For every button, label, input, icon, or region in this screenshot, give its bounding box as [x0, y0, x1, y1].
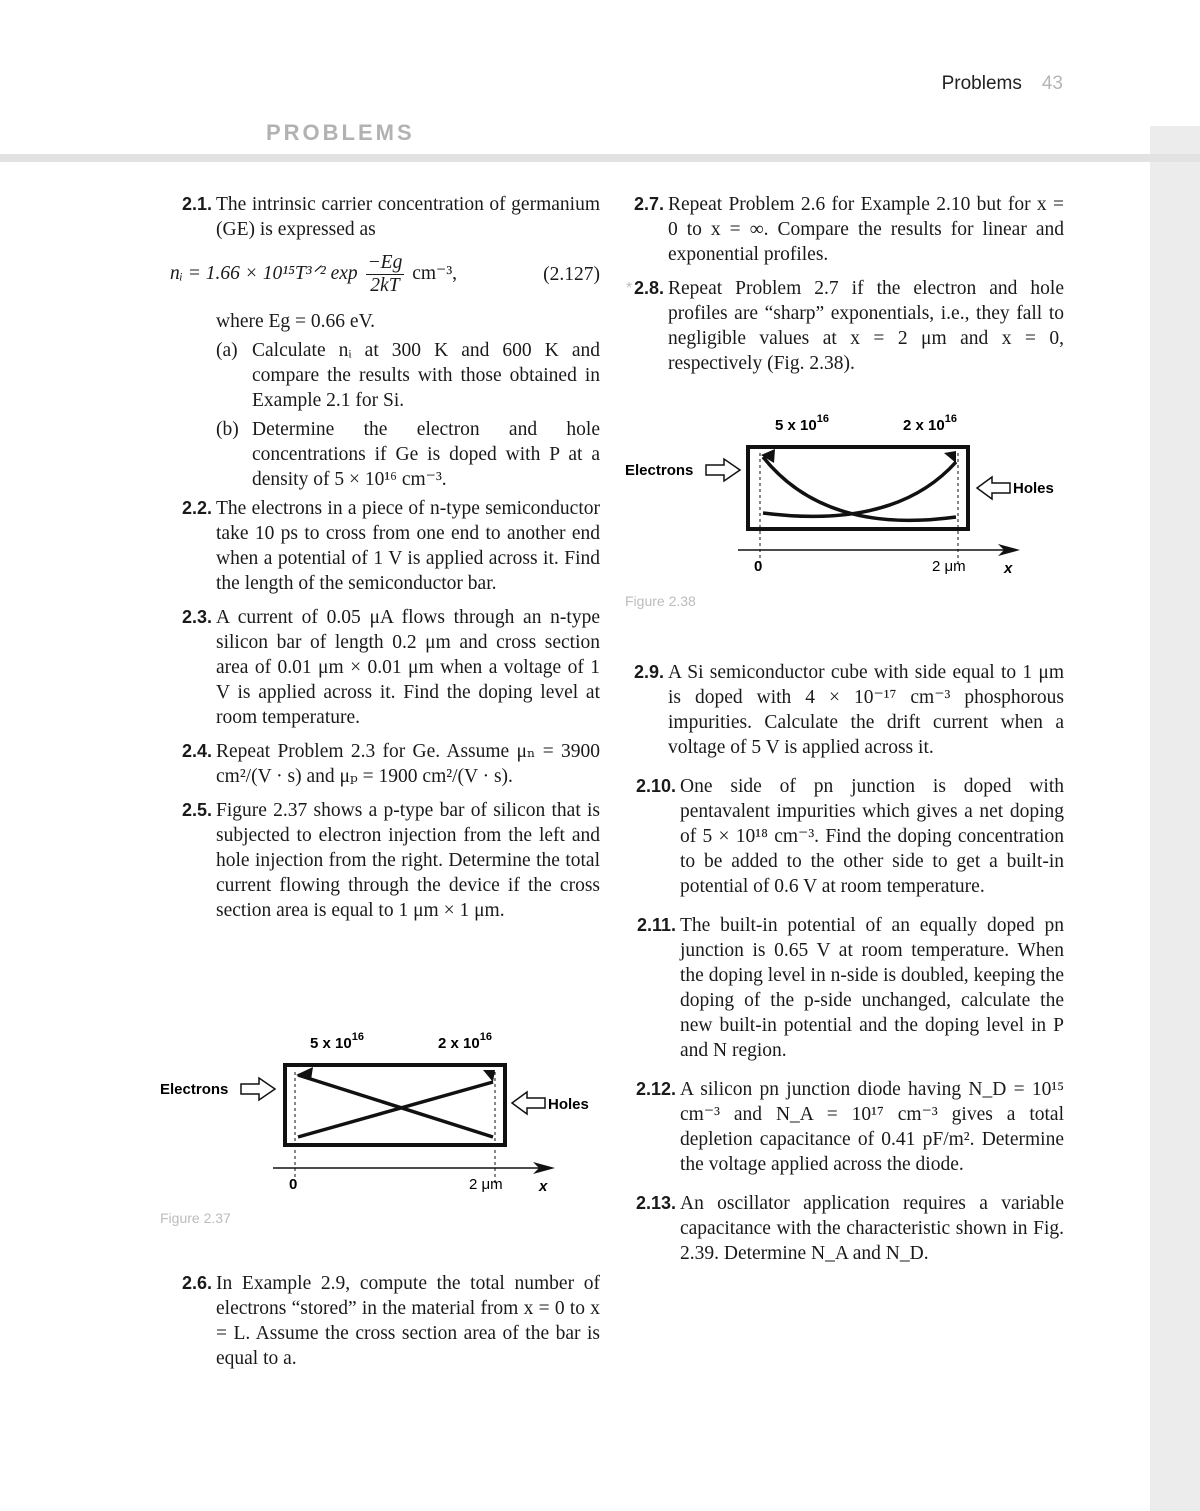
figure-caption: Figure 2.37 [160, 1210, 231, 1226]
problem-2-11 [622, 913, 1064, 1063]
problem-number: 2.10. [635, 776, 676, 796]
page-edge-strip [1150, 126, 1200, 1511]
left-concentration-label: 5 x $10^{16}$ [775, 413, 829, 434]
running-head [942, 73, 1063, 95]
subpart-a [216, 338, 600, 413]
x-axis-label: x [1004, 560, 1013, 577]
arrow-head-icon [483, 1070, 495, 1082]
problem-text: Repeat Problem 2.6 for Example 2.10 but for x = 0 to x = ∞. Compare the results for linear and exponential profiles. [668, 194, 1064, 265]
hole-injection-arrow-icon [512, 1092, 545, 1114]
page-number: 43 [1041, 73, 1063, 94]
problem-number: 2.4. [181, 741, 212, 761]
electrons-label: Electrons [160, 1081, 229, 1098]
left-column-bottom [170, 1271, 600, 1380]
problem-2-9 [622, 660, 1064, 760]
equation-body [170, 252, 457, 297]
equation-fraction [366, 252, 405, 297]
starred-marker: * [626, 280, 633, 297]
holes-label: Holes [1013, 480, 1054, 497]
subpart-text: Determine the electron and hole concentrations if Ge is doped with P at a density of 5 × 10¹⁶ cm⁻³. [252, 419, 600, 490]
holes-label: Holes [548, 1096, 589, 1113]
right-column-bottom [622, 660, 1064, 1275]
problem-2-13 [622, 1191, 1064, 1266]
problem-number: 2.2. [181, 498, 212, 518]
right-concentration-label: 2 x $10^{16}$ [903, 413, 957, 434]
problem-text: One side of pn junction is doped with pentavalent impurities which gives a net doping of 5 × 10¹⁸ cm⁻³. Find the doping concentration to be added to the other side to get a built-in potential of 0.6 V at room temperature. [680, 776, 1064, 897]
figure-2-37-diagram [155, 1020, 605, 1210]
problem-2-4 [170, 739, 600, 789]
subpart-label: (b) [216, 419, 239, 440]
equation-2-127 [170, 252, 600, 297]
fraction-denominator: 2kT [370, 275, 400, 296]
arrow-head-icon [944, 451, 956, 463]
x-axis-label: x [539, 1178, 548, 1195]
hole-injection-arrow-icon [977, 477, 1010, 499]
problem-text: In Example 2.9, compute the total number of electrons “stored” in the material from x = 0 to x = L. Assume the cross section area of the bar is equal to a. [216, 1273, 600, 1369]
where-clause: where Eg = 0.66 eV. [216, 311, 376, 332]
running-title: Problems [941, 73, 1022, 94]
problem-text: The intrinsic carrier concentration of germanium (GE) is expressed as [216, 194, 600, 240]
fraction-numerator: −Eg [367, 252, 403, 273]
problem-number: 2.11. [636, 915, 676, 935]
x-tick-2um: 2 μm [932, 558, 966, 575]
problem-2-10 [622, 774, 1064, 899]
problem-2-1-cont [170, 309, 600, 492]
problem-text: An oscillator application requires a variable capacitance with the characteristic shown in Fig. 2.39. Determine N_A and N_D. [680, 1193, 1064, 1264]
problem-text: A silicon pn junction diode having N_D = 10¹⁵ cm⁻³ and N_A = 10¹⁷ cm⁻³ gives a total depletion capacitance of 0.41 pF/m². Determine the voltage applied across the diode. [680, 1079, 1064, 1175]
problem-text: Repeat Problem 2.7 if the electron and hole profiles are “sharp” exponentials, i.e., they fall to negligible values at x = 2 μm and x = 0, respectively (Fig. 2.38). [668, 278, 1064, 374]
problem-text: Repeat Problem 2.3 for Ge. Assume μₙ = 3900 cm²/(V · s) and μₚ = 1900 cm²/(V · s). [216, 741, 600, 787]
electron-injection-arrow-icon [241, 1078, 275, 1100]
subpart-b [216, 417, 600, 492]
problem-number: 2.5. [181, 800, 212, 820]
figure-2-38-diagram [620, 405, 1070, 585]
x-tick-0: 0 [754, 558, 763, 575]
problem-text: A Si semiconductor cube with side equal to 1 μm is doped with 4 × 10⁻¹⁷ cm⁻³ phosphorous impurities. Calculate the drift current when a voltage of 5 V is applied across it. [668, 662, 1064, 758]
section-title: PROBLEMS [266, 120, 415, 145]
equation-lhs: nᵢ = 1.66 × 10¹⁵T³ᐟ² exp [170, 262, 358, 284]
electron-injection-arrow-icon [706, 459, 740, 481]
right-concentration-label: 2 x $10^{16}$ [438, 1031, 492, 1052]
header-rule [0, 154, 1200, 162]
figure-caption: Figure 2.38 [625, 593, 696, 609]
problem-number: 2.7. [633, 194, 664, 214]
problem-2-7 [622, 192, 1064, 267]
problem-number: 2.13. [635, 1193, 676, 1213]
problem-2-2 [170, 496, 600, 596]
left-concentration-label: 5 x $10^{16}$ [310, 1031, 364, 1052]
problem-number: 2.9. [633, 662, 664, 682]
problem-number: 2.6. [181, 1273, 212, 1293]
left-column [170, 192, 600, 932]
problem-2-5 [170, 798, 600, 923]
problem-text: A current of 0.05 μA flows through an n-type silicon bar of length 0.2 μm and cross section area of 0.01 μm × 0.01 μm when a voltage of 1 V is applied across it. Find the doping level at room temperature. [216, 607, 600, 728]
right-column [622, 192, 1064, 385]
equation-unit: cm⁻³, [412, 262, 458, 284]
problem-2-3 [170, 605, 600, 730]
problem-number: 2.1. [181, 194, 212, 214]
figure-2-37 [155, 1020, 605, 1235]
problem-2-12 [622, 1077, 1064, 1177]
problem-number: 2.3. [181, 607, 212, 627]
equation-tag: (2.127) [543, 264, 600, 285]
problem-text: Figure 2.37 shows a p-type bar of silicon that is subjected to electron injection from the left and hole injection from the right. Determine the total current flowing through the device if the cross section area is equal to 1 μm × 1 μm. [216, 800, 600, 921]
problem-2-1 [170, 192, 600, 242]
x-tick-0: 0 [289, 1176, 298, 1193]
hole-exponential-profile [763, 462, 956, 516]
subpart-label: (a) [216, 340, 238, 361]
problem-text: The built-in potential of an equally doped pn junction is 0.65 V at room temperature. When the doping level in n-side is doubled, keeping the doping of the p-side unchanged, calculate the new built-in potential and the doping level in P and N region. [680, 915, 1064, 1061]
problem-2-6 [170, 1271, 600, 1371]
problem-number: 2.12. [635, 1079, 676, 1099]
x-tick-2um: 2 μm [469, 1176, 503, 1193]
figure-2-38 [620, 405, 1070, 615]
electrons-label: Electrons [625, 462, 694, 479]
subpart-text: Calculate nᵢ at 300 K and 600 K and compare the results with those obtained in Example 2.1 for Si. [252, 340, 600, 411]
problem-2-8 [622, 276, 1064, 376]
problem-number: 2.8. [633, 278, 664, 298]
problem-text: The electrons in a piece of n-type semiconductor take 10 ps to cross from one end to another end when a potential of 1 V is applied across it. Find the length of the semiconductor bar. [216, 498, 600, 594]
